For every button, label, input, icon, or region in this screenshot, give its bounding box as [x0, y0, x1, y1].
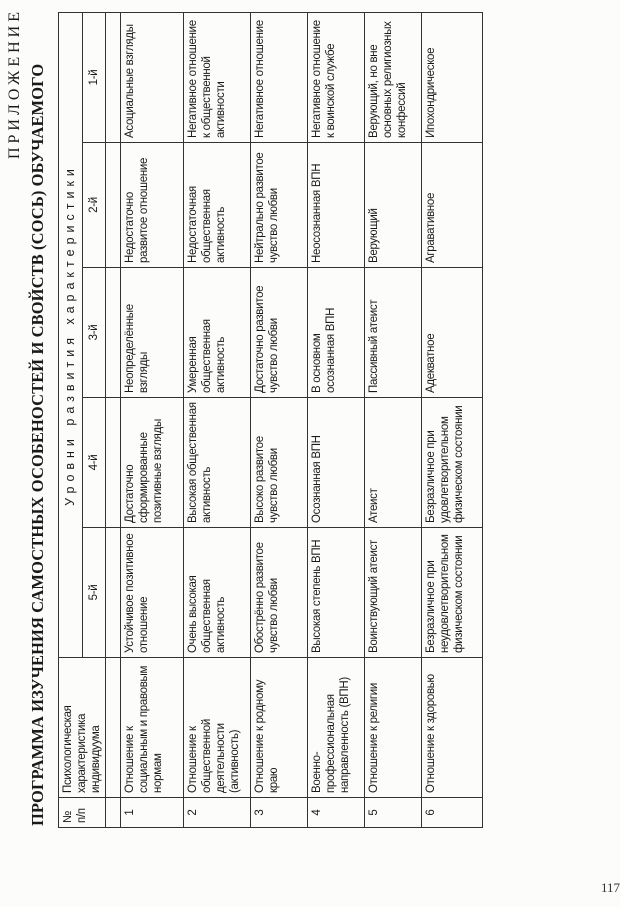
page-title: ПРОГРАММА ИЗУЧЕНИЯ САМОСТНЫХ ОСОБЕНОСТЕЙ И СВОЙСТВ (СОСЬ) ОБУЧАЕМОГО — [28, 63, 47, 826]
row-characteristic: Отношение к родному краю — [251, 658, 308, 798]
row-characteristic: Отношение к здоровью — [422, 658, 483, 798]
cell-level-4: Достаточно сформированные позитивные взгляды — [121, 398, 184, 528]
cell-level-5: Обострённо развитое чувство любви — [251, 528, 308, 658]
table-row — [308, 12, 365, 827]
cell-level-3: Неопределённые взгляды — [121, 268, 184, 398]
cell-level-5: Безразличное при неудовлетворительном физическом состоянии — [422, 528, 483, 658]
table-spacer-row — [106, 12, 121, 827]
cell-level-4: Высоко развитое чувство любви — [251, 398, 308, 528]
cell-level-3: Умеренная общественная активность — [184, 268, 251, 398]
cell-level-4: Безразличное при удовлетворительном физическом состоянии — [422, 398, 483, 528]
header-level-4: 4-й — [83, 398, 106, 528]
cell-level-1: Негативное отношение к воинской службе — [308, 12, 365, 142]
cell-level-3: Достаточно развитое чувство любви — [251, 268, 308, 398]
page-number: 117 — [600, 880, 620, 895]
row-number: 4 — [308, 798, 365, 828]
cell-level-1: Ипохондрическое — [422, 12, 483, 142]
table-row — [251, 12, 308, 827]
header-number: № п/п — [59, 798, 106, 828]
header-level-5: 5-й — [83, 528, 106, 658]
cell-level-5: Очень высокая общественная активность — [184, 528, 251, 658]
spacer-cell — [106, 398, 121, 528]
cell-level-4: Атеист — [365, 398, 422, 528]
cell-level-1: Асоциальные взгляды — [121, 12, 184, 142]
characteristics-table — [58, 12, 483, 828]
rotated-page-content — [6, 8, 616, 828]
cell-level-1: Негативное отношение — [251, 12, 308, 142]
row-number: 5 — [365, 798, 422, 828]
cell-level-2: Нейтрально развитое чувство любви — [251, 143, 308, 268]
cell-level-2: Неосознанная ВПН — [308, 143, 365, 268]
spacer-cell — [106, 268, 121, 398]
header-level-2: 2-й — [83, 143, 106, 268]
cell-level-5: Воинствующий атеист — [365, 528, 422, 658]
spacer-cell — [106, 143, 121, 268]
table-row — [422, 12, 483, 827]
row-number: 1 — [121, 798, 184, 828]
header-level-1: 1-й — [83, 12, 106, 142]
spacer-cell — [106, 798, 121, 828]
row-number: 2 — [184, 798, 251, 828]
header-levels: Уровни развития характеристики — [59, 12, 83, 657]
cell-level-2: Агравативное — [422, 143, 483, 268]
row-characteristic: Отношение к социальным и правовым нормам — [121, 658, 184, 798]
row-characteristic: Отношение к общественной деятельности (активность) — [184, 658, 251, 798]
row-number: 6 — [422, 798, 483, 828]
table-row — [121, 12, 184, 827]
cell-level-3: Пассивный атеист — [365, 268, 422, 398]
cell-level-4: Осознанная ВПН — [308, 398, 365, 528]
row-number: 3 — [251, 798, 308, 828]
cell-level-2: Недостаточно развитое отношение — [121, 143, 184, 268]
header-characteristic: Психологическая характеристика индивидуума — [59, 658, 106, 798]
table-header-row-1 — [59, 12, 83, 827]
spacer-cell — [106, 528, 121, 658]
header-level-3: 3-й — [83, 268, 106, 398]
cell-level-3: Адекватное — [422, 268, 483, 398]
cell-level-2: Верующий — [365, 143, 422, 268]
cell-level-1: Верующий, но вне основных религиозных конфессий — [365, 12, 422, 142]
cell-level-5: Устойчивое позитивное отношение — [121, 528, 184, 658]
row-characteristic: Военно-профессиональная направленность (ВПН) — [308, 658, 365, 798]
table-row — [184, 12, 251, 827]
spacer-cell — [106, 12, 121, 142]
cell-level-1: Негативное отношение к общественной активности — [184, 12, 251, 142]
appendix-heading: ПРИЛОЖЕНИЕ — [6, 8, 23, 160]
cell-level-5: Высокая степень ВПН — [308, 528, 365, 658]
table-row — [365, 12, 422, 827]
cell-level-2: Недостаточная общественная активность — [184, 143, 251, 268]
row-characteristic: Отношение к религии — [365, 658, 422, 798]
cell-level-3: В основном осознанная ВПН — [308, 268, 365, 398]
cell-level-4: Высокая общественная активность — [184, 398, 251, 528]
spacer-cell — [106, 658, 121, 798]
